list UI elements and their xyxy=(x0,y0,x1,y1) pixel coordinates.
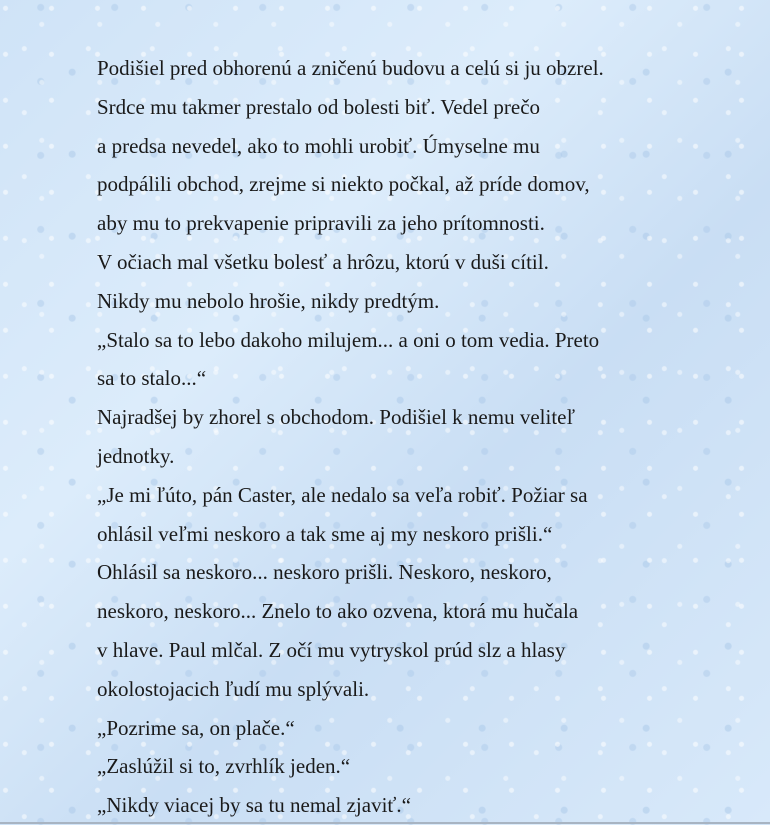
text-line: „Je mi ľúto, pán Caster, ale nedalo sa veľa robiť. Požiar sa xyxy=(97,482,588,507)
text-line: „Zaslúžil si to, zvrhlík jeden.“ xyxy=(97,754,351,779)
text-line: a predsa nevedel, ako to mohli urobiť. Úmyselne mu xyxy=(97,133,540,158)
text-line: v hlave. Paul mlčal. Z očí mu vytryskol prúd slz a hlasy xyxy=(97,637,566,662)
text-line: podpálili obchod, zrejme si niekto počkal, až príde domov, xyxy=(97,172,590,197)
text-line: okolostojacich ľudí mu splývali. xyxy=(97,676,370,701)
text-line: „Nikdy viacej by sa tu nemal zjaviť.“ xyxy=(97,793,411,818)
story-text xyxy=(97,49,757,825)
text-line: Najradšej by zhorel s obchodom. Podišiel k nemu veliteľ xyxy=(97,405,576,430)
text-line: ohlásil veľmi neskoro a tak sme aj my neskoro prišli.“ xyxy=(97,521,553,546)
text-line: Nikdy mu nebolo hrošie, nikdy predtým. xyxy=(97,288,440,313)
text-line: „Pozrime sa, on plače.“ xyxy=(97,715,295,740)
text-line: „Stalo sa to lebo dakoho milujem... a oni o tom vedia. Preto xyxy=(97,327,600,352)
text-line: jednotky. xyxy=(97,443,175,468)
text-line: V očiach mal všetku bolesť a hrôzu, ktorú v duši cítil. xyxy=(97,249,549,274)
text-line: sa to stalo...“ xyxy=(97,366,207,391)
text-line: neskoro, neskoro... Znelo to ako ozvena, ktorá mu hučala xyxy=(97,599,579,624)
text-line: Srdce mu takmer prestalo od bolesti biť. Vedel prečo xyxy=(97,94,541,119)
text-line: aby mu to prekvapenie pripravili za jeho prítomnosti. xyxy=(97,211,545,236)
text-line: Ohlásil sa neskoro... neskoro prišli. Neskoro, neskoro, xyxy=(97,560,552,585)
text-line: Podišiel pred obhorenú a zničenú budovu a celú si ju obzrel. xyxy=(97,56,604,80)
